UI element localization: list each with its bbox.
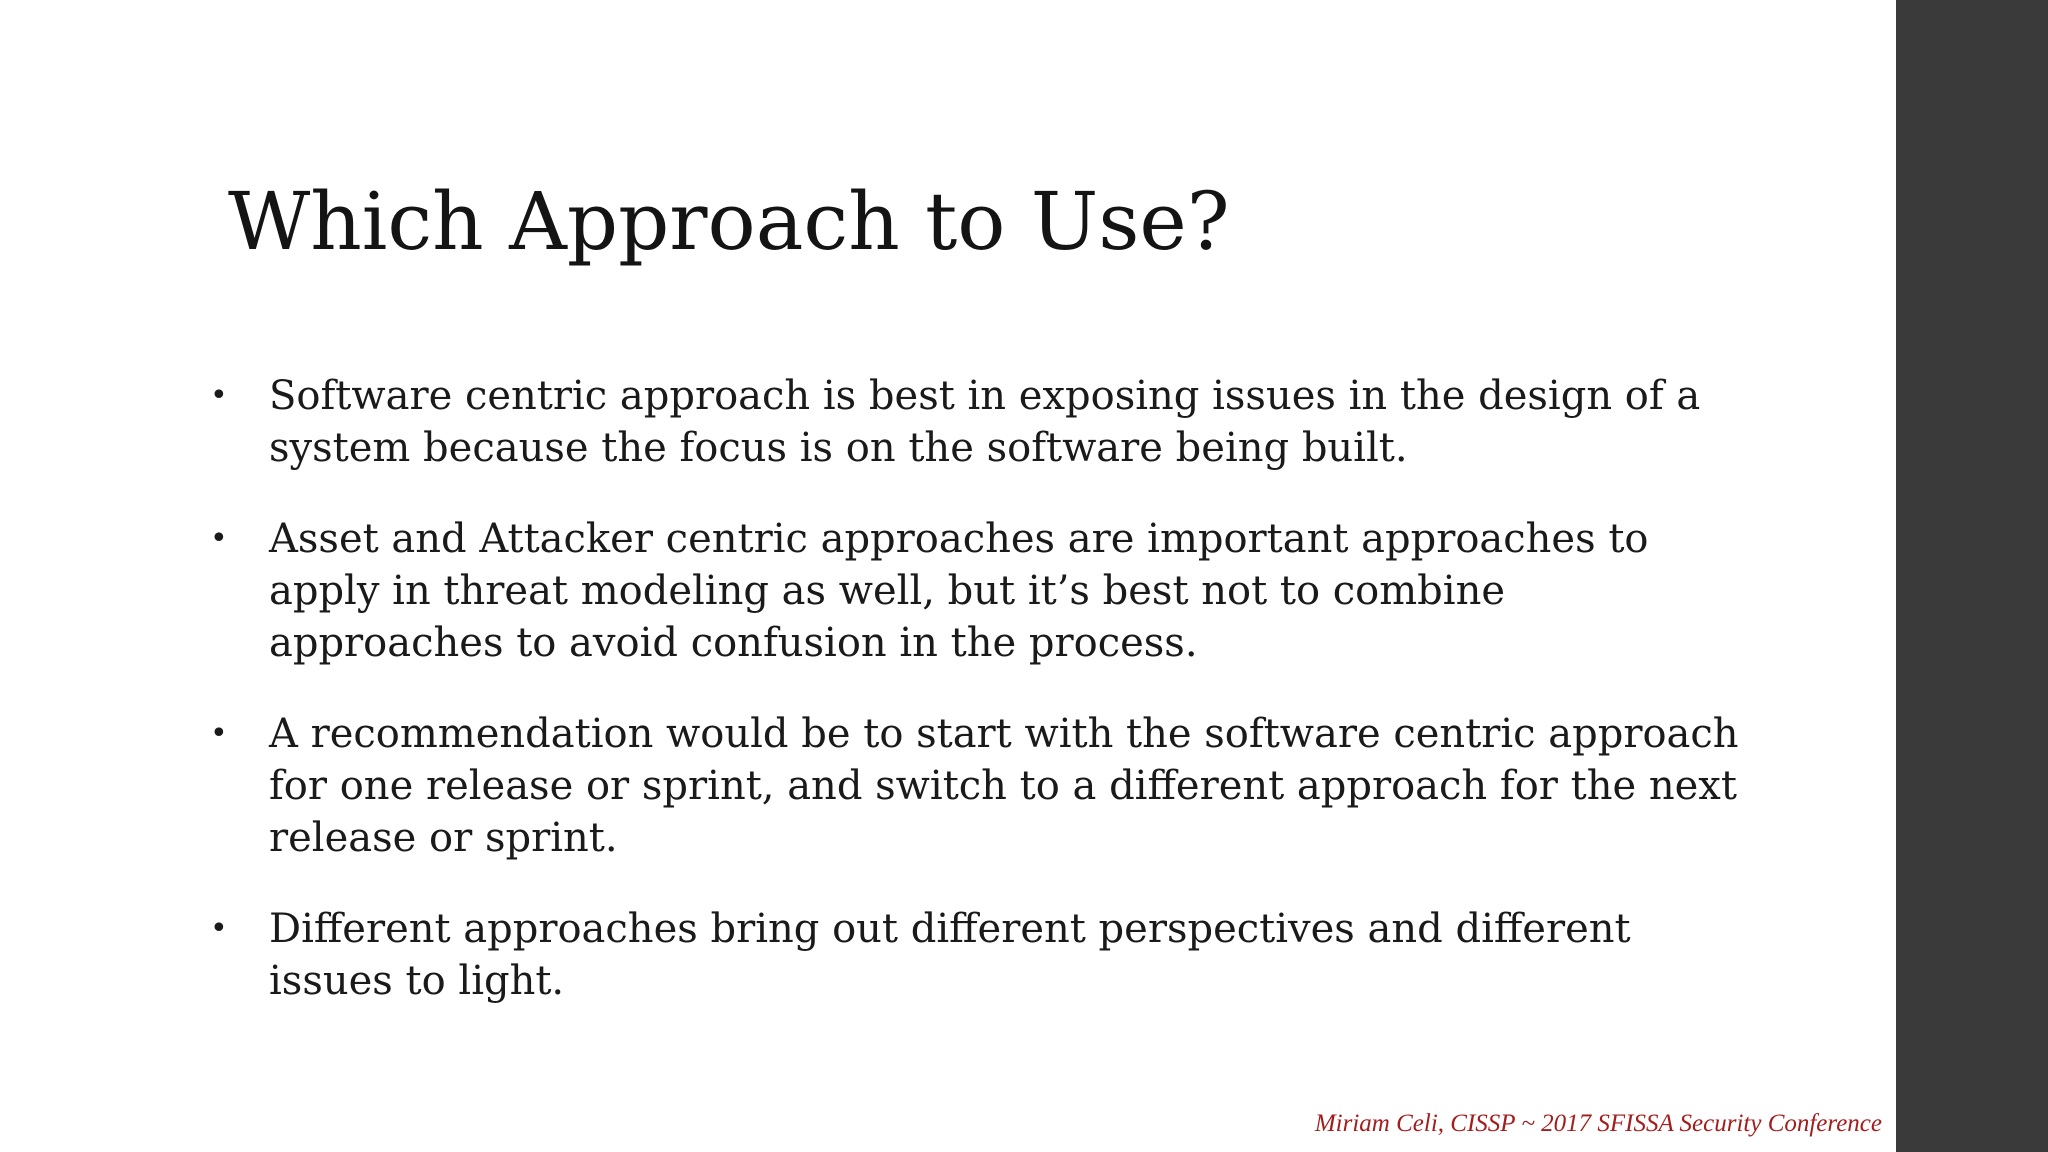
bullet-list (210, 370, 1750, 1046)
bullet-icon: • (210, 716, 228, 751)
bullet-text: A recommendation would be to start with the software centric approach for one release or sprint, and switch to a different approach for the next release or sprint. (269, 711, 1739, 861)
bullet-text: Software centric approach is best in exposing issues in the design of a system because the focus is on the software being built. (269, 373, 1701, 471)
bullet-icon: • (210, 378, 228, 413)
footer-credit: Miriam Celi, CISSP ~ 2017 SFISSA Security Conference (1314, 1110, 1882, 1137)
bullet-text: Asset and Attacker centric approaches are important approaches to apply in threat modeling as well, but it’s best not to combine approaches to avoid confusion in the process. (269, 516, 1649, 666)
bullet-item (210, 903, 1750, 1007)
slide-title: Which Approach to Use? (228, 175, 1230, 268)
bullet-item (210, 370, 1750, 474)
bullet-icon: • (210, 521, 228, 556)
bullet-item (210, 513, 1750, 669)
bullet-item (210, 708, 1750, 864)
bullet-icon: • (210, 911, 228, 946)
bullet-text: Different approaches bring out different perspectives and different issues to light. (269, 906, 1631, 1004)
side-accent-bar (1896, 0, 2048, 1152)
